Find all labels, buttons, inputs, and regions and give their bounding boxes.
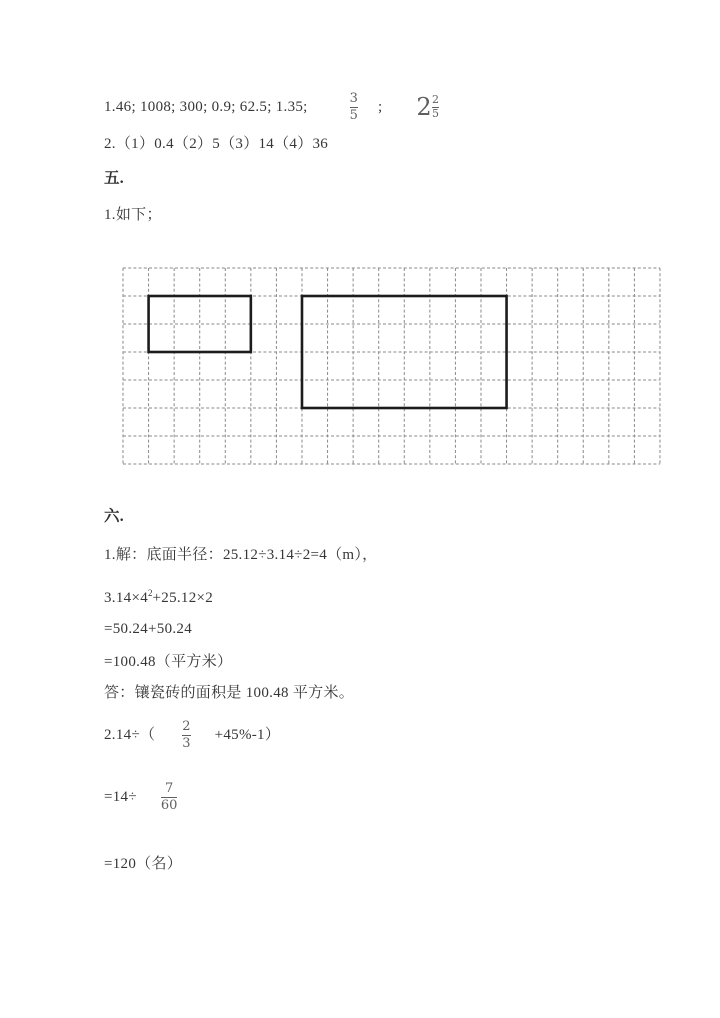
solution1-answer: 答：镶瓷砖的面积是 100.48 平方米。 xyxy=(104,685,355,701)
separator: ; xyxy=(377,99,383,115)
section-five-item1: 1.如下； xyxy=(104,207,162,223)
mixed-number: 2 $\frac{2}{5}$ xyxy=(416,93,439,121)
fraction-two-thirds: $\frac{2}{3}$ xyxy=(182,718,191,751)
fraction-three-fifths: $\frac{3}{5}$ xyxy=(349,90,358,123)
grid-diagram xyxy=(121,266,662,471)
solution1-step3: =50.24+50.24 xyxy=(104,621,193,637)
grid-svg xyxy=(121,266,662,466)
section-six-heading: 六. xyxy=(104,508,124,525)
answers-line-1 xyxy=(104,90,439,124)
exponent: 2 xyxy=(148,588,153,598)
solution2-expression: 2.14÷（ $\frac{2}{3}$ +45%-1） xyxy=(104,718,281,751)
fraction-two-fifths: $\frac{2}{5}$ xyxy=(431,93,439,120)
answer-numbers: 1.46; 1008; 300; 0.9; 62.5; 1.35; xyxy=(104,99,308,115)
solution1-step2: $3.14\times 4^2+25.12\times 2$ xyxy=(104,588,214,606)
section-five-heading: 五. xyxy=(104,170,124,187)
solution2-result: =120（名） xyxy=(104,856,183,872)
solution1-step1: 1.解：底面半径：25.12÷3.14÷2=4（m）， xyxy=(104,547,378,563)
answers-line-2: 2.（1）0.4（2）5（3）14（4）36 xyxy=(104,136,329,152)
solution2-step2: =14÷ $\frac{7}{60}$ xyxy=(104,780,178,813)
solution1-step4: =100.48（平方米） xyxy=(104,654,233,670)
fraction-seven-sixtieths: $\frac{7}{60}$ xyxy=(160,780,178,813)
